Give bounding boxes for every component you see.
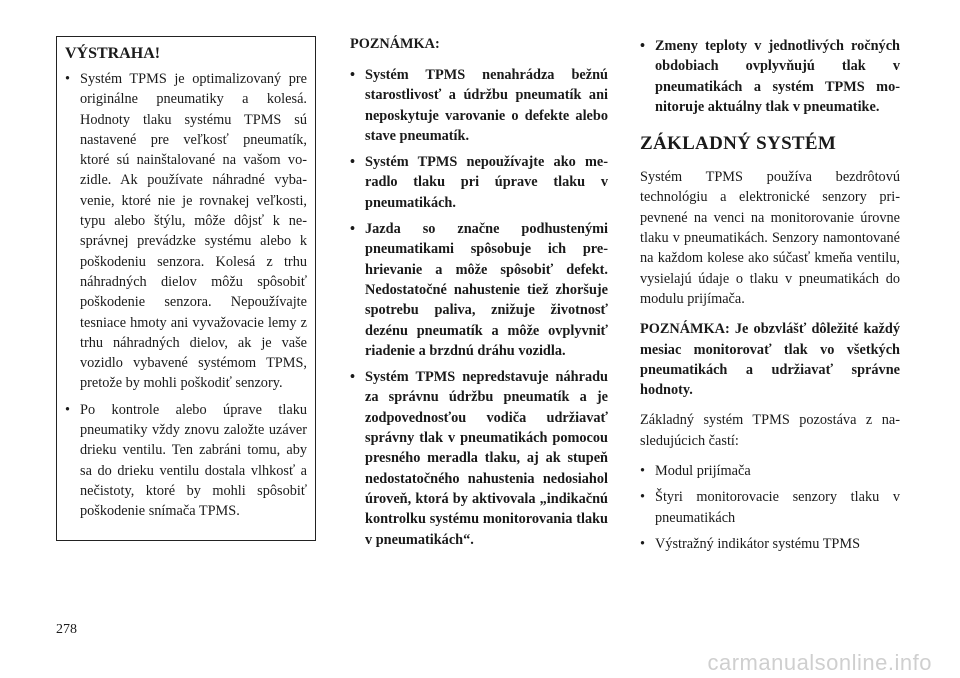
middle-column (350, 36, 608, 556)
parts-list (640, 461, 900, 554)
list-item: • Výstražný indikátor systému TPMS (640, 534, 900, 554)
note-list-continued (640, 36, 900, 117)
section-paragraph: Základný systém TPMS pozostáva z nasledujúcich častí: (640, 412, 900, 449)
note-item: • Systém TPMS nepredstavuje náhradu za správnu údržbu pneumatík a je zodpovednosťou vodiča udržiavať správny tlak v pneumatikách pomocou presného meradla tlaku, aj ak stupeň nedostatočného nahustenia nedosiahol úroveň, ktorá by aktivovala „indikačnú kontrolku systému monitorovania tlaku v pneumatikách“. (350, 367, 608, 550)
section-title: ZÁKLADNÝ SYSTÉM (640, 133, 837, 155)
list-item: • Modul prijímača (640, 461, 900, 481)
watermark: carmanualsonline.info (707, 650, 932, 675)
note-heading: POZNÁMKA: (350, 36, 440, 52)
note-item: • Jazda so značne podhustenými pneumatikami spôsobuje ich prehrievanie a môže spôsobiť defekt. Nedostatočné nahustenie tiež zhoršuje spotrebu paliva, znižuje životnosť dezénu pneumatík a môže ovplyvniť riadenie a brzdnú dráhu vozidla. (350, 219, 608, 361)
warning-box (56, 36, 316, 541)
left-column (56, 36, 316, 541)
note-item: • Systém TPMS nepoužívajte ako meradlo tlaku pri úprave tlaku v pneumatikách. (350, 152, 608, 213)
section-paragraph: Systém TPMS používa bezdrôtovú technológiu a elektronické senzory pripevnené na venci na monitorovanie úrovne tlaku v pneumatikách. Senzory namontované na každom kolese ako súčasť kmeňa ventilu, vysielajú údaje o tlaku v pneumatikách do modulu prijímača. (640, 169, 900, 307)
warning-item: • Systém TPMS je optimalizovaný pre originálne pneumatiky a kolesá. Hodnoty tlaku systému TPMS sú nastavené pre veľkosť pneumatík, ktoré sú nainštalované na vašom vozidle. Ak používate náhradné vybavenie, ktoré nie je rovnakej veľkosti, typu alebo štýlu, môže dôjsť k nesprávnej prevádzke systému alebo k poškodeniu senzora. Kolesá z trhu náhradných dielov môžu spôsobiť poškodenie senzora. Nepoužívajte tesniace hmoty ani vyvažovacie lemy z trhu náhradných dielov, ak je vaše vozidlo vybavené systémom TPMS, pretože by mohli poškodiť senzory. (65, 69, 307, 394)
section-note: POZNÁMKA: Je obzvlášť dôležité každý mesiac monitorovať tlak vo všetkých pneumatikách a udržiavať správne hodnoty. (640, 321, 900, 399)
page-number: 278 (56, 622, 77, 637)
note-item: • Systém TPMS nenahrádza bežnú starostlivosť a údržbu pneumatík ani neposkytuje varovanie o defekte alebo stave pneumatík. (350, 65, 608, 146)
note-list (350, 65, 608, 550)
warning-item: • Po kontrole alebo úprave tlaku pneumatiky vždy znovu založte uzáver drieku ventilu. Ten zabráni tomu, aby sa do drieku ventilu dostala vlhkosť a nečistoty, ktoré by mohli spôsobiť poškodenie snímača TPMS. (65, 400, 307, 522)
note-item: • Zmeny teploty v jednotlivých ročných obdobiach ovplyvňujú tlak v pneumatikách a systém TPMS monitoruje aktuálny tlak v pneumatike. (640, 36, 900, 117)
warning-title: VÝSTRAHA! (65, 45, 161, 62)
warning-list (65, 69, 307, 522)
right-column (640, 36, 900, 560)
list-item: • Štyri monitorovacie senzory tlaku v pneumatikách (640, 487, 900, 528)
